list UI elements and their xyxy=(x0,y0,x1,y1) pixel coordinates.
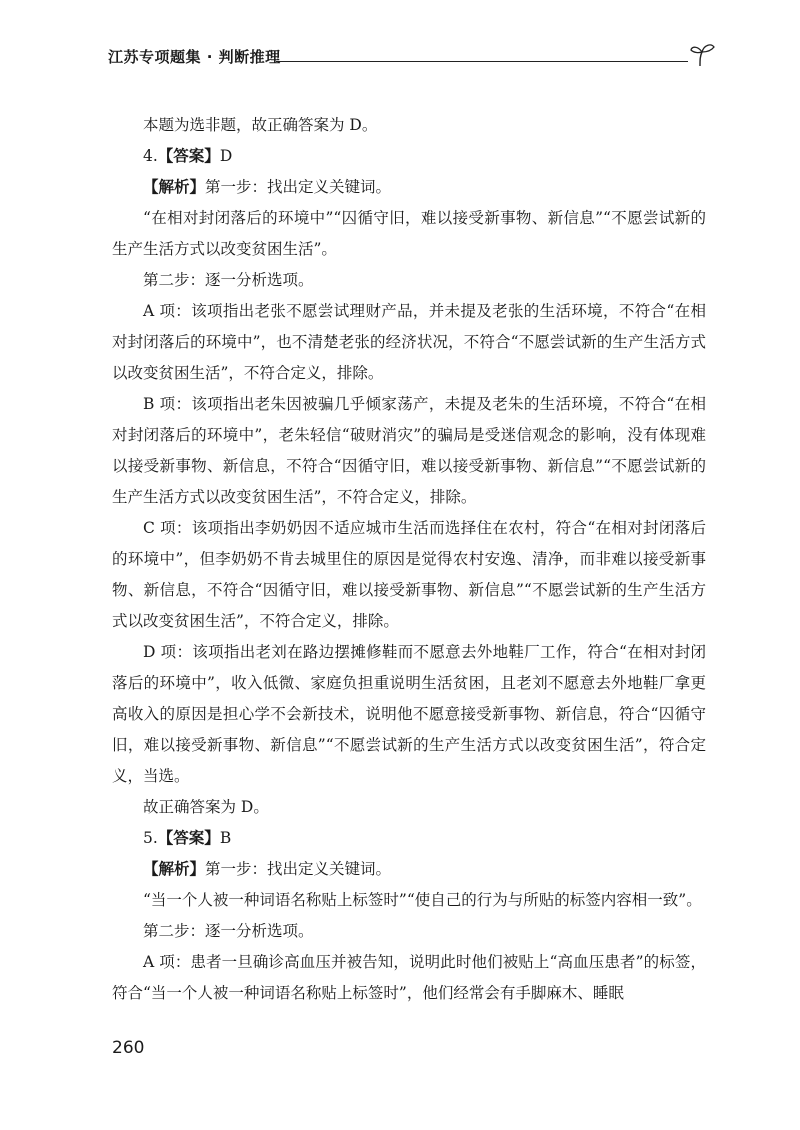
analysis-heading: 【解析】第一步：找出定义关键词。 xyxy=(143,178,392,196)
answer-heading: 4.【答案】D xyxy=(143,147,233,165)
analysis-label: 【解析】 xyxy=(143,178,206,196)
option-analysis-a: A 项：患者一旦确诊高血压并被告知，说明此时他们被贴上“高血压患者”的标签，符合“当一个人被一种词语名称贴上标签时”，他们经常会有手脚麻木、睡眠 xyxy=(112,953,706,1002)
option-analysis-b: B 项：该项指出老朱因被骗几乎倾家荡产，未提及老朱的生活环境，不符合“在相对封闭落后的环境中”，老朱轻信“破财消灾”的骗局是受迷信观念的影响，没有体现难以接受新事物、新信息，不符合“因循守旧，难以接受新事物、新信息”“不愿尝试新的生产生活方式以改变贫困生活”，不符合定义，排除。 xyxy=(112,395,706,506)
sprout-icon xyxy=(688,40,718,70)
answer-label: 【答案】 xyxy=(157,829,220,847)
paragraph: “当一个人被一种词语名称贴上标签时”“使自己的行为与所贴的标签内容相一致”。 xyxy=(143,891,702,909)
answer-heading: 5.【答案】B xyxy=(143,829,232,847)
page-number: 260 xyxy=(112,1038,145,1058)
option-analysis-a: A 项：该项指出老张不愿尝试理财产品，并未提及老张的生活环境，不符合“在相对封闭落后的环境中”，也不清楚老张的经济状况，不符合“不愿尝试新的生产生活方式以改变贫困生活”，不符合定义，排除。 xyxy=(112,302,706,382)
paragraph: 第二步：逐一分析选项。 xyxy=(143,271,314,289)
conclusion: 故正确答案为 D。 xyxy=(143,798,269,816)
option-analysis-c: C 项：该项指出李奶奶因不适应城市生活而选择住在农村，符合“在相对封闭落后的环境中”，但李奶奶不肯去城里住的原因是觉得农村安逸、清净，而非难以接受新事物、新信息，不符合“因循守旧，难以接受新事物、新信息”“不愿尝试新的生产生活方式以改变贫困生活”，不符合定义，排除。 xyxy=(112,519,706,630)
answer-label: 【答案】 xyxy=(157,147,220,165)
running-header xyxy=(108,40,718,70)
analysis-heading: 【解析】第一步：找出定义关键词。 xyxy=(143,860,392,878)
header-title: 江苏专项题集 · 判断推理 xyxy=(108,48,281,66)
paragraph: “在相对封闭落后的环境中”“囚循守旧，难以接受新事物、新信息”“不愿尝试新的生产生活方式以改变贫困生活”。 xyxy=(112,209,706,258)
paragraph: 本题为选非题，故正确答案为 D。 xyxy=(143,116,378,134)
analysis-label: 【解析】 xyxy=(143,860,206,878)
header-rule xyxy=(276,61,688,62)
paragraph: 第二步：逐一分析选项。 xyxy=(143,922,314,940)
option-analysis-d: D 项：该项指出老刘在路边摆摊修鞋而不愿意去外地鞋厂工作，符合“在相对封闭落后的环境中”，收入低微、家庭负担重说明生活贫困，且老刘不愿意去外地鞋厂拿更高收入的原因是担心学不会新技术，说明他不愿意接受新事物、新信息，符合“囚循守旧，难以接受新事物、新信息”“不愿尝试新的生产生活方式以改变贫困生活”，符合定义，当选。 xyxy=(112,643,706,785)
page-body xyxy=(112,110,706,1009)
